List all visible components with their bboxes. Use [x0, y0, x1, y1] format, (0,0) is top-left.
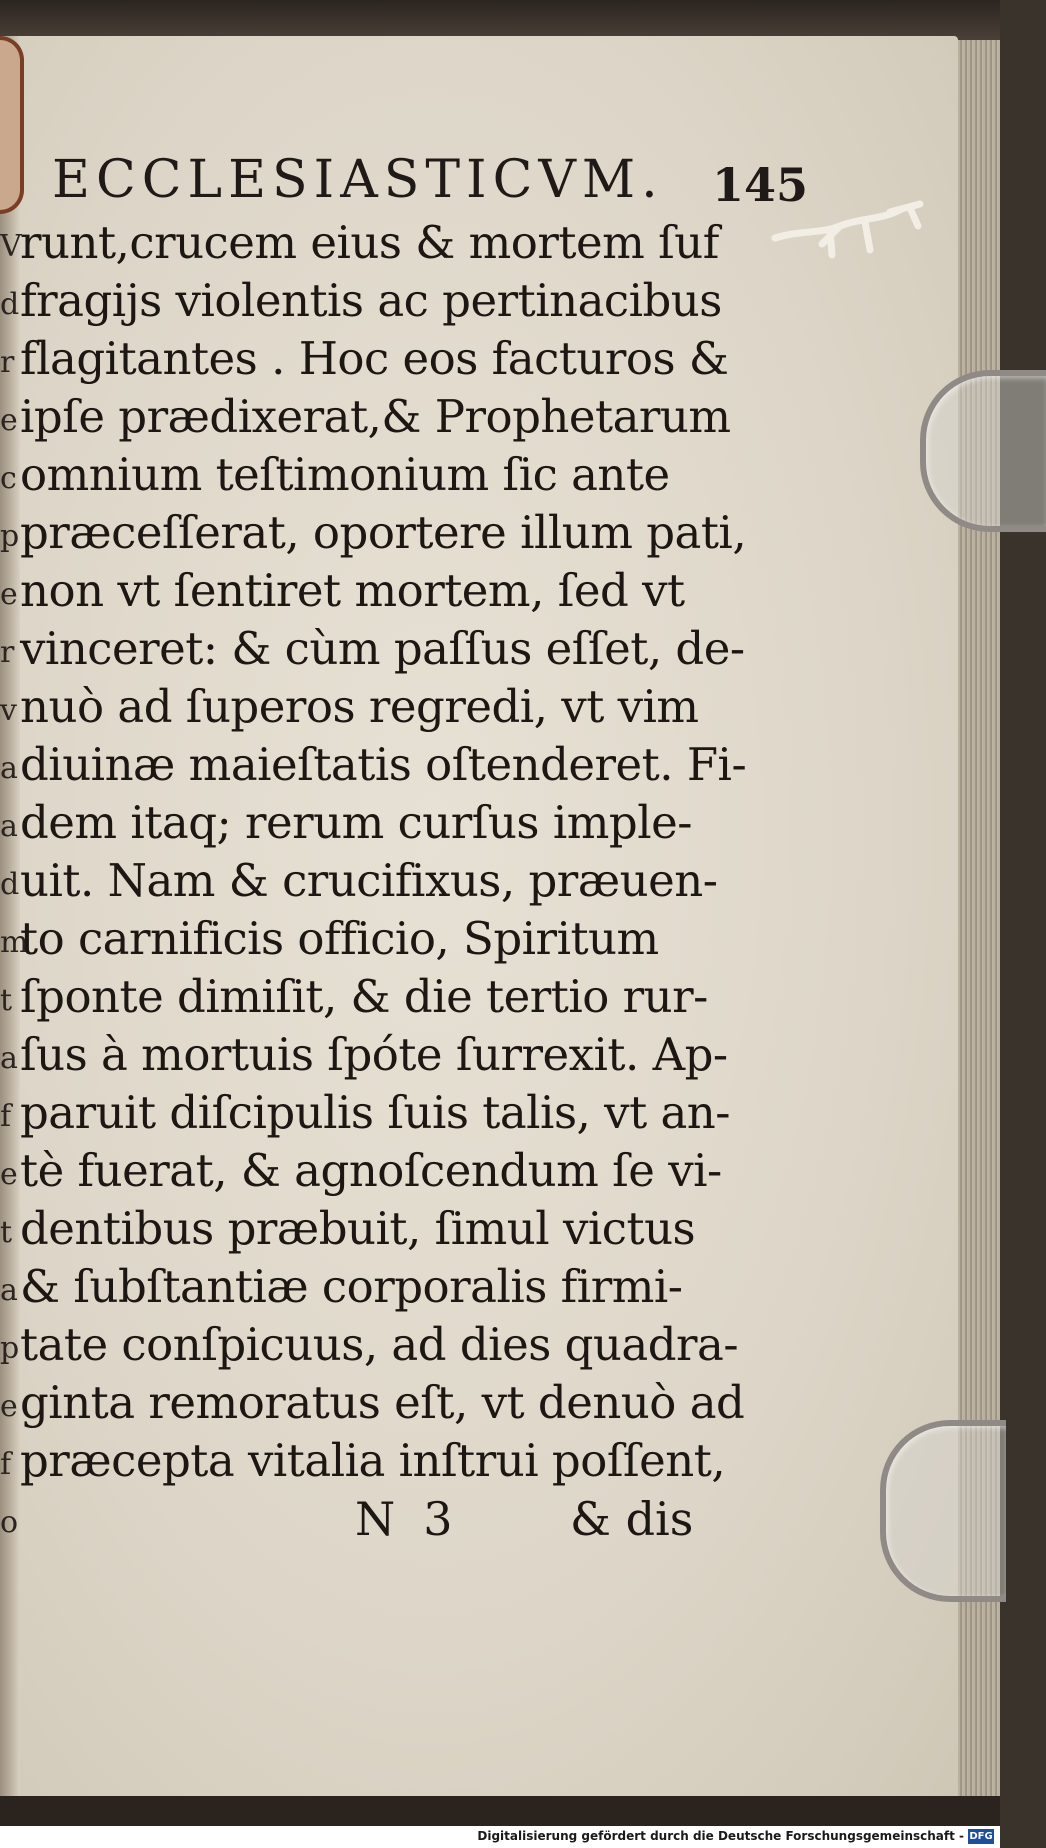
gutter-letter: V: [0, 229, 22, 264]
gutter-letter: a: [0, 751, 18, 786]
text-line: vinceret: & cùm paſſus eſſet, de-: [20, 622, 745, 675]
text-line: non vt ſentiret mortem, ſed vt: [20, 564, 685, 617]
gutter-letter: e: [0, 403, 18, 438]
funding-credit: Digitalisierung gefördert durch die Deutsche Forschungsgemeinschaft -: [477, 1829, 964, 1843]
gutter-letter: o: [0, 1505, 19, 1540]
gutter-letter: v: [0, 693, 17, 728]
library-stamp-icon: [770, 190, 930, 270]
text-line: uit. Nam & crucifixus, præuen-: [20, 854, 718, 907]
signature-mark: N: [355, 1492, 396, 1546]
text-line: ipſe prædixerat,& Prophetarum: [20, 390, 731, 443]
gutter-letter: c: [0, 461, 17, 496]
gutter-letter: m: [0, 925, 29, 960]
catchword: & dis: [570, 1492, 694, 1546]
metal-clasp: [880, 1420, 1006, 1602]
gutter-letter: p: [0, 1331, 20, 1366]
gutter-letter: a: [0, 1041, 18, 1076]
running-title: ECCLESIASTICVM.: [52, 150, 664, 210]
text-line: to carnificis officio, Spiritum: [20, 912, 659, 965]
text-line: runt,crucem eius & mortem ſuf: [20, 216, 719, 269]
top-background: [0, 0, 1000, 40]
text-line: præceſſerat, oportere illum pati,: [20, 506, 747, 559]
gutter-letter: t: [0, 1215, 13, 1250]
gutter-letter: e: [0, 1389, 18, 1424]
quire-number: 3: [423, 1492, 453, 1546]
text-line: omnium teſtimonium ſic ante: [20, 448, 670, 501]
gutter-letter: p: [0, 519, 20, 554]
page-number: 145: [712, 158, 809, 212]
text-line: paruit diſcipulis ſuis talis, vt an-: [20, 1086, 730, 1139]
text-line: tate conſpicuus, ad dies quadra-: [20, 1318, 739, 1371]
body-text: [20, 214, 747, 1490]
gutter-letter: f: [0, 1447, 12, 1482]
metal-clasp: [920, 370, 1046, 532]
gutter-letter: e: [0, 1157, 18, 1192]
text-line: dentibus præbuit, ſimul victus: [20, 1202, 696, 1255]
text-line: ſus à mortuis ſpóte ſurrexit. Ap-: [20, 1028, 728, 1081]
gutter-letter: a: [0, 1273, 18, 1308]
text-line: fragijs violentis ac pertinacibus: [20, 274, 722, 327]
gutter-letter: r: [0, 345, 15, 380]
text-line: ginta remoratus eſt, vt denuò ad: [20, 1376, 745, 1429]
text-line: flagitantes . Hoc eos facturos &: [20, 332, 729, 385]
gutter-letter: t: [0, 983, 13, 1018]
text-line: ſponte dimiſit, & die tertio rur-: [20, 970, 708, 1023]
text-line: diuinæ maieſtatis oſtenderet. Fi-: [20, 738, 747, 791]
dfg-logo-icon: DFG: [969, 1831, 993, 1842]
text-line: præcepta vitalia inſtrui poſſent,: [20, 1434, 726, 1487]
page-footer: [355, 1492, 694, 1552]
gutter-letter: a: [0, 809, 18, 844]
gutter-fragments: [0, 218, 29, 1552]
credit-bar: [0, 1826, 1000, 1848]
gutter-letter: r: [0, 635, 15, 670]
text-line: tè fuerat, & agnoſcendum ſe vi-: [20, 1144, 722, 1197]
text-line: & ſubſtantiæ corporalis firmi-: [20, 1260, 683, 1313]
leather-binding-edge: [0, 36, 24, 214]
gutter-letter: e: [0, 577, 18, 612]
text-line: nuò ad ſuperos regredi, vt vim: [20, 680, 699, 733]
bottom-background: [0, 1796, 1000, 1826]
gutter-letter: f: [0, 1099, 12, 1134]
gutter-letter: d: [0, 287, 20, 322]
text-line: dem itaq; rerum curſus imple-: [20, 796, 692, 849]
gutter-letter: d: [0, 867, 20, 902]
